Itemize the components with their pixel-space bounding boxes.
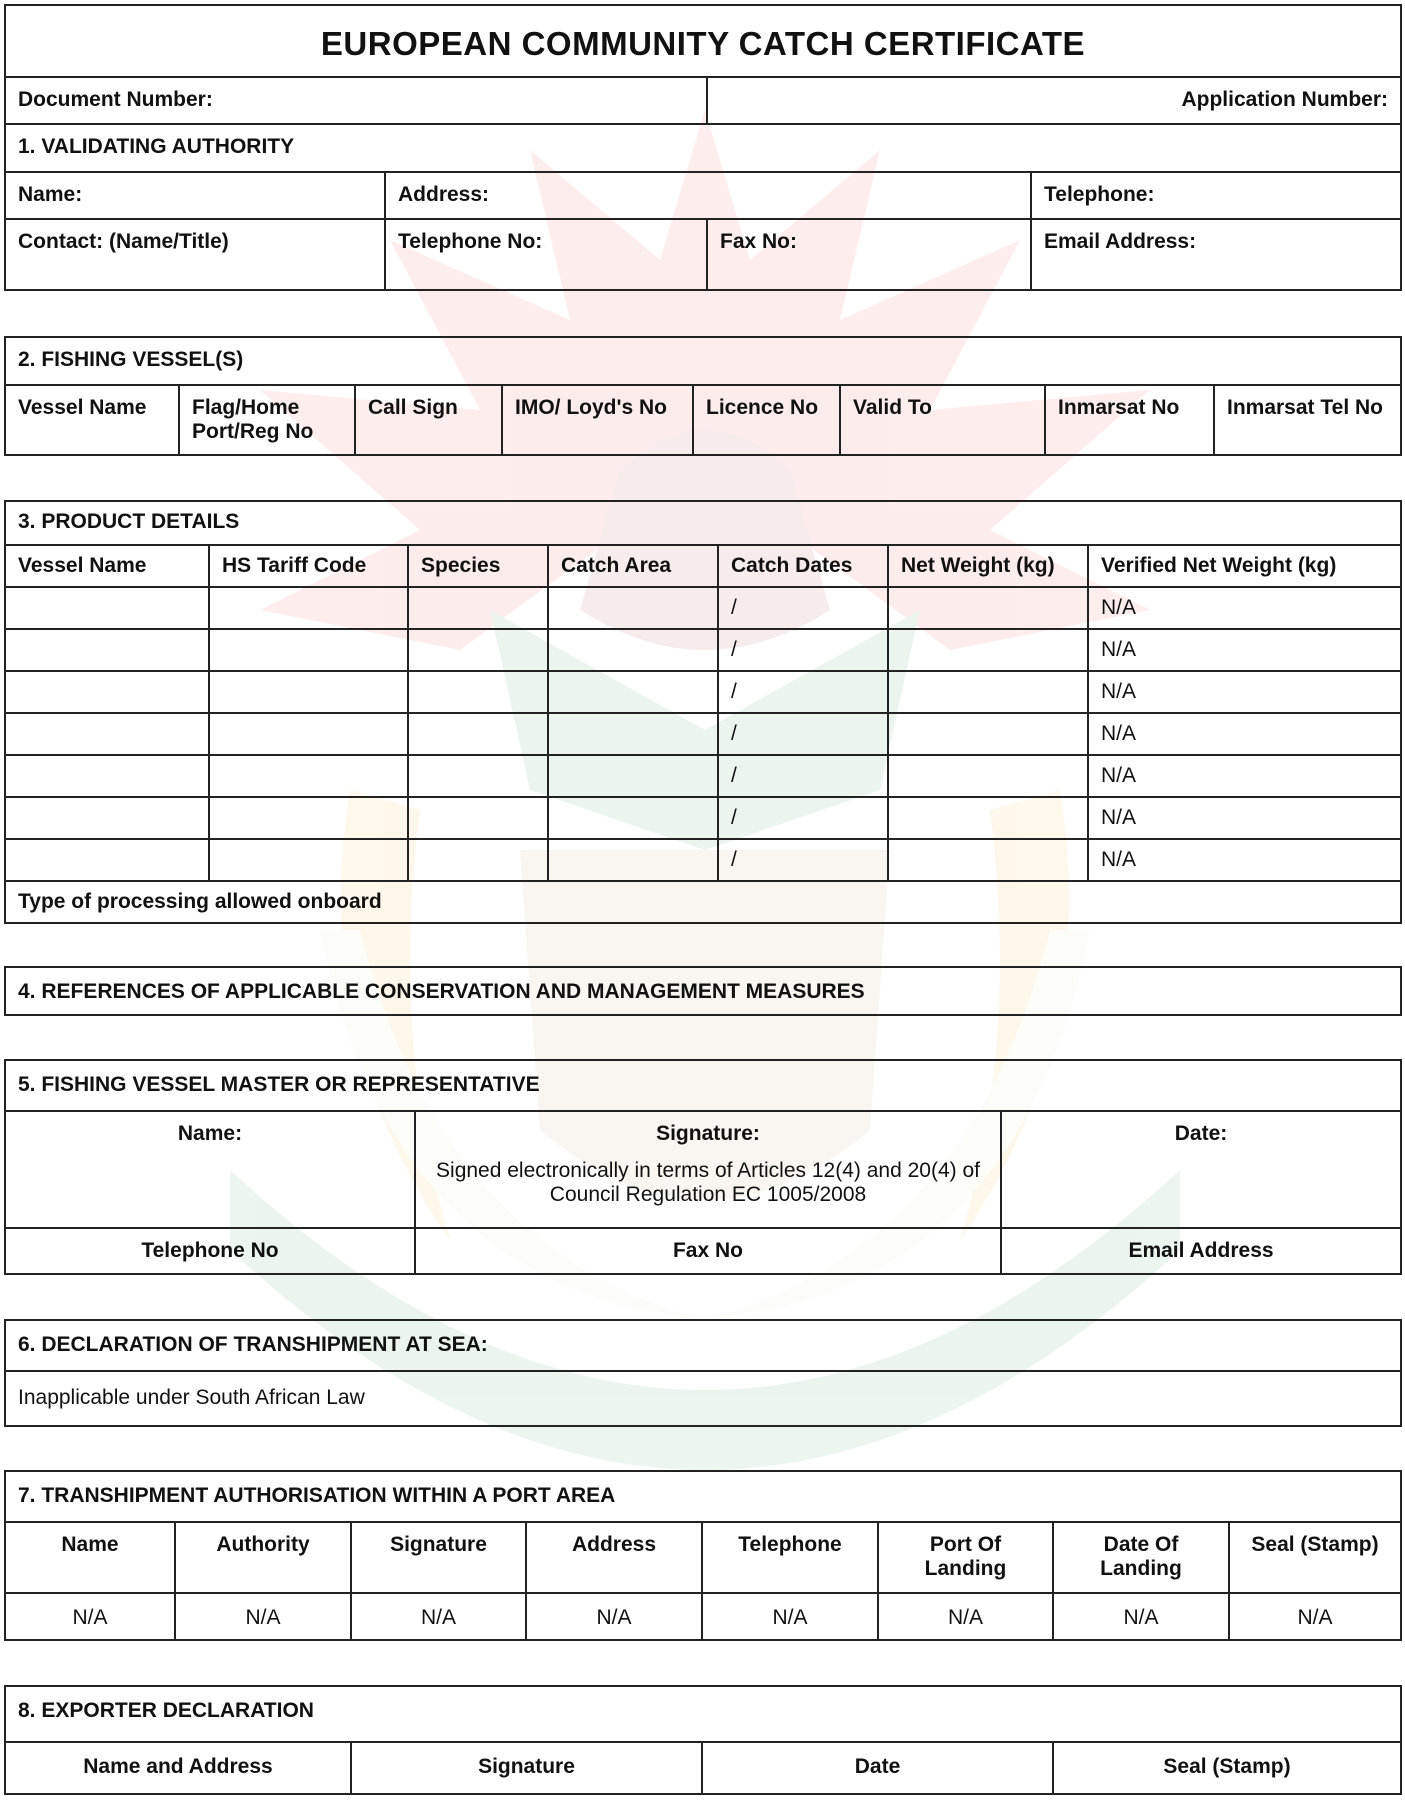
exporter-col-name-address: Name and Address: [83, 1755, 273, 1778]
product-col-species: Species: [421, 554, 501, 577]
port-value-telephone: N/A: [772, 1606, 808, 1629]
table-row-7-catch-dates: /: [731, 848, 737, 871]
section-2-heading: 2. FISHING VESSEL(S): [18, 348, 244, 371]
port-col-signature: Signature: [390, 1533, 487, 1556]
vessel-col-valid-to: Valid To: [853, 396, 932, 419]
port-value-port-of-landing: N/A: [947, 1606, 983, 1629]
section-exporter-declaration: [4, 1685, 1402, 1795]
master-signature-label: Signature:: [656, 1122, 760, 1145]
transhipment-at-sea-text: Inapplicable under South African Law: [18, 1386, 365, 1409]
port-col-seal-stamp: Seal (Stamp): [1251, 1533, 1379, 1556]
section-7-heading: 7. TRANSHIPMENT AUTHORISATION WITHIN A PORT AREA: [18, 1484, 616, 1507]
table-row-7-verified-weight: N/A: [1101, 848, 1137, 871]
product-col-verified-net-weight: Verified Net Weight (kg): [1101, 554, 1337, 577]
master-fax-label: Fax No: [672, 1239, 743, 1262]
authority-email-label: Email Address:: [1044, 230, 1197, 253]
section-port-transhipment: [4, 1470, 1402, 1641]
exporter-col-seal-stamp: Seal (Stamp): [1163, 1755, 1291, 1778]
product-col-catch-dates: Catch Dates: [731, 554, 853, 577]
table-row-3-catch-dates: /: [731, 680, 737, 703]
table-row-4-catch-dates: /: [731, 722, 737, 745]
vessel-col-licence-no: Licence No: [706, 396, 819, 419]
master-email-label: Email Address: [1128, 1239, 1274, 1262]
exporter-col-date: Date: [854, 1755, 901, 1778]
section-1-heading: 1. VALIDATING AUTHORITY: [18, 135, 295, 158]
section-product-details: [4, 500, 1402, 924]
section-conservation-references: [4, 966, 1402, 1016]
master-telephone-label: Telephone No: [141, 1239, 279, 1262]
table-row-5-catch-dates: /: [731, 764, 737, 787]
authority-name-label: Name:: [18, 183, 83, 206]
port-col-address: Address: [571, 1533, 657, 1556]
port-value-name: N/A: [72, 1606, 108, 1629]
vessel-col-inmarsat-tel: Inmarsat Tel No: [1227, 396, 1383, 419]
header-box: [4, 4, 1402, 125]
vessel-col-flag-port-reg: Flag/Home Port/Reg No: [192, 396, 314, 443]
section-fishing-vessels: [4, 336, 1402, 456]
port-col-name: Name: [61, 1533, 119, 1556]
table-row-1-catch-dates: /: [731, 596, 737, 619]
port-value-seal-stamp: N/A: [1297, 1606, 1333, 1629]
port-col-authority: Authority: [216, 1533, 310, 1556]
authority-telephone-label: Telephone:: [1044, 183, 1155, 206]
authority-address-label: Address:: [398, 183, 490, 206]
authority-telephone-no-label: Telephone No:: [398, 230, 543, 253]
table-row-4-verified-weight: N/A: [1101, 722, 1137, 745]
table-row-3-verified-weight: N/A: [1101, 680, 1137, 703]
document-number-label: Document Number:: [18, 88, 213, 111]
electronic-signature-note: Signed electronically in terms of Articles 12(4) and 20(4) of Council Regulation EC 1005/2008: [436, 1159, 980, 1206]
port-col-telephone: Telephone: [738, 1533, 842, 1556]
exporter-col-signature: Signature: [478, 1755, 575, 1778]
vessel-col-inmarsat-no: Inmarsat No: [1058, 396, 1180, 419]
port-value-authority: N/A: [245, 1606, 281, 1629]
vessel-col-imo-no: IMO/ Loyd's No: [515, 396, 667, 419]
section-6-heading: 6. DECLARATION OF TRANSHIPMENT AT SEA:: [18, 1333, 488, 1356]
product-col-vessel-name: Vessel Name: [18, 554, 147, 577]
product-col-catch-area: Catch Area: [561, 554, 672, 577]
page-title: EUROPEAN COMMUNITY CATCH CERTIFICATE: [320, 25, 1086, 62]
master-date-label: Date:: [1174, 1122, 1228, 1145]
section-5-heading: 5. FISHING VESSEL MASTER OR REPRESENTATIVE: [18, 1073, 540, 1096]
section-8-heading: 8. EXPORTER DECLARATION: [18, 1699, 314, 1722]
table-row-6-verified-weight: N/A: [1101, 806, 1137, 829]
master-name-label: Name:: [177, 1122, 243, 1145]
product-col-hs-tariff-code: HS Tariff Code: [222, 554, 367, 577]
processing-onboard-label: Type of processing allowed onboard: [18, 890, 382, 913]
port-col-date-of-landing: Date Of Landing: [1100, 1533, 1182, 1580]
table-row-6-catch-dates: /: [731, 806, 737, 829]
authority-fax-label: Fax No:: [720, 230, 798, 253]
section-4-heading: 4. REFERENCES OF APPLICABLE CONSERVATION AND MANAGEMENT MEASURES: [18, 980, 865, 1003]
product-col-net-weight: Net Weight (kg): [901, 554, 1055, 577]
table-row-2-verified-weight: N/A: [1101, 638, 1137, 661]
port-col-port-of-landing: Port Of Landing: [924, 1533, 1007, 1580]
vessel-col-vessel-name: Vessel Name: [18, 396, 147, 419]
section-validating-authority: [4, 123, 1402, 291]
port-value-signature: N/A: [420, 1606, 456, 1629]
table-row-1-verified-weight: N/A: [1101, 596, 1137, 619]
application-number-label: Application Number:: [1181, 88, 1388, 111]
section-transhipment-at-sea: [4, 1319, 1402, 1427]
port-value-address: N/A: [596, 1606, 632, 1629]
table-row-2-catch-dates: /: [731, 638, 737, 661]
vessel-col-call-sign: Call Sign: [368, 396, 458, 419]
section-3-heading: 3. PRODUCT DETAILS: [18, 510, 240, 533]
port-value-date-of-landing: N/A: [1123, 1606, 1159, 1629]
authority-contact-label: Contact: (Name/Title): [18, 230, 229, 253]
section-vessel-master: [4, 1059, 1402, 1275]
table-row-5-verified-weight: N/A: [1101, 764, 1137, 787]
